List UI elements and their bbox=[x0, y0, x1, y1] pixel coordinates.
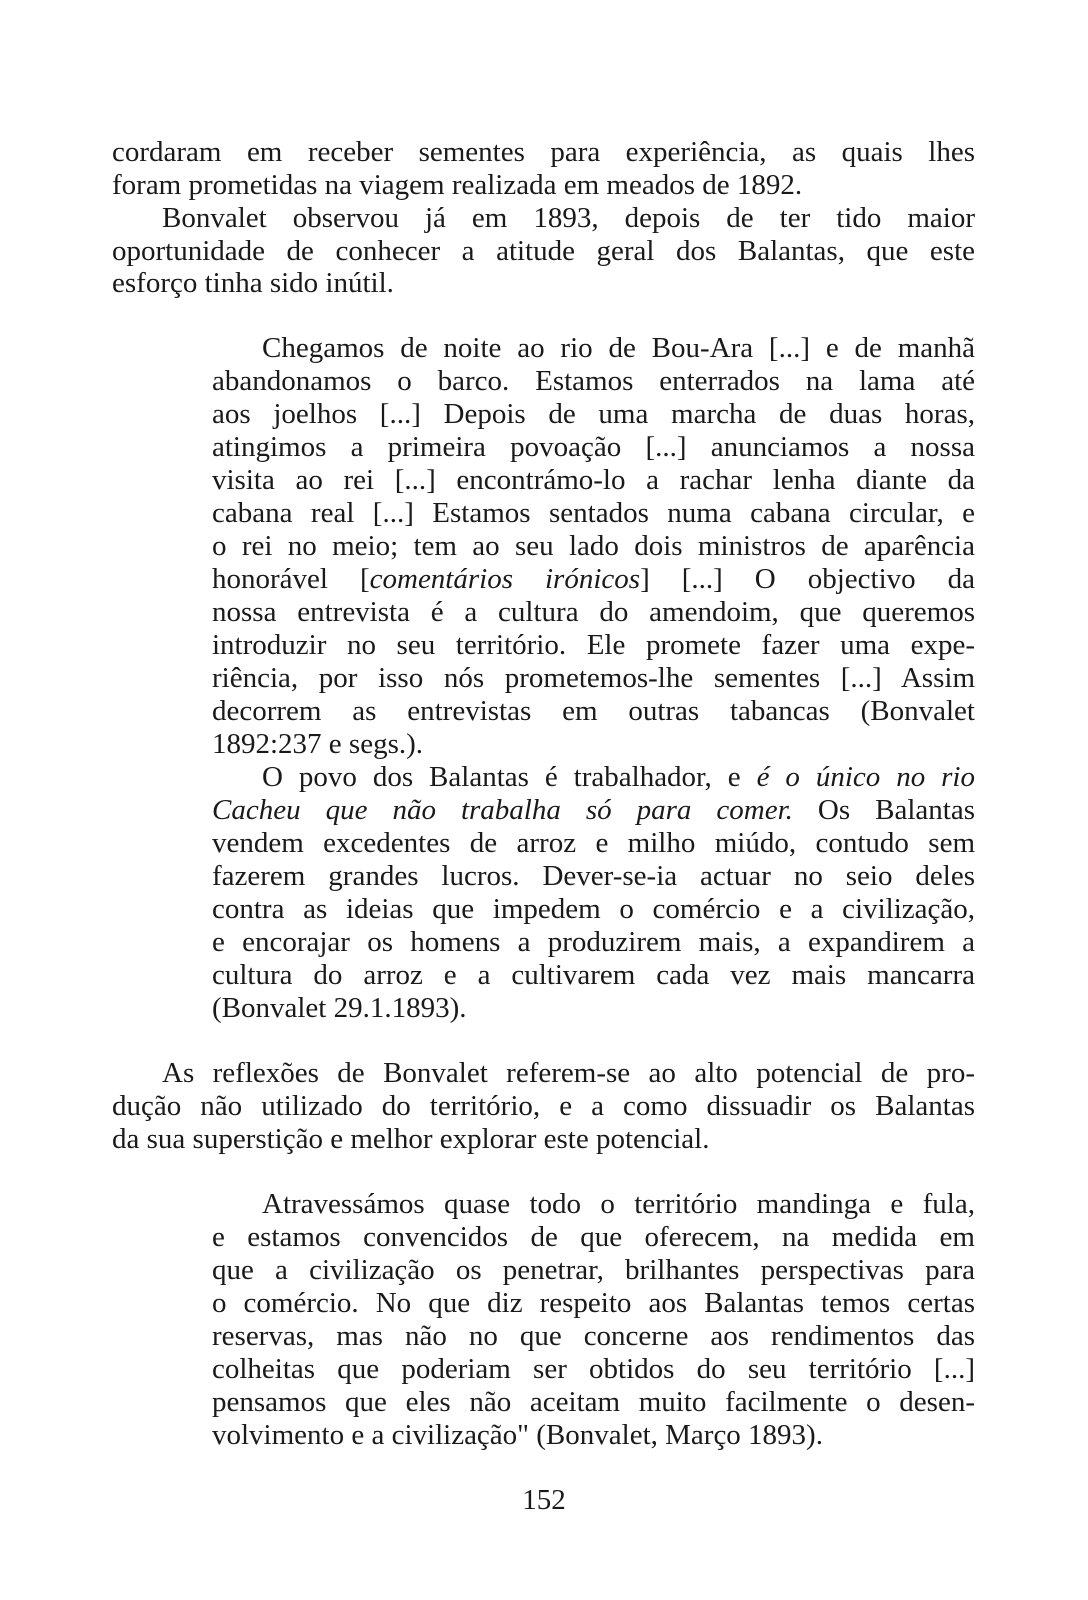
text-line bbox=[212, 826, 975, 860]
text-line bbox=[212, 595, 975, 629]
line-text: riência, por isso nós prometemos-lhe sementes [...] Assim bbox=[212, 662, 975, 694]
line-text: reservas, mas não no que concerne aos rendimentos das bbox=[212, 1320, 975, 1352]
text-line bbox=[212, 397, 975, 431]
line-text: introduzir no seu território. Ele promete fazer uma expe- bbox=[212, 629, 975, 661]
line-text: nossa entrevista é a cultura do amendoim, que queremos bbox=[212, 596, 975, 628]
text-line bbox=[212, 892, 975, 926]
text-line bbox=[212, 958, 975, 992]
text-line bbox=[112, 168, 975, 202]
line-text: Chegamos de noite ao rio de Bou-Ara [...] e de manhã bbox=[262, 332, 975, 364]
line-text: (Bonvalet 29.1.1893). bbox=[212, 992, 467, 1024]
line-text: honorável [ bbox=[212, 563, 370, 595]
line-text: cordaram em receber sementes para experiência, as quais lhes bbox=[112, 136, 975, 168]
line-text: o comércio. No que diz respeito aos Balantas temos certas bbox=[212, 1287, 975, 1319]
line-text: esforço tinha sido inútil. bbox=[112, 267, 394, 299]
text-line bbox=[112, 135, 975, 169]
line-text: Os Balantas bbox=[792, 794, 975, 826]
text-line bbox=[212, 991, 975, 1025]
line-text: cultura do arroz e a cultivarem cada vez mais mancarra bbox=[212, 959, 975, 991]
text-line bbox=[212, 661, 975, 695]
text-line bbox=[112, 1089, 975, 1123]
line-text: que a civilização os penetrar, brilhantes perspectivas para bbox=[212, 1254, 975, 1286]
line-text: visita ao rei [...] encontrámo-lo a rachar lenha diante da bbox=[212, 464, 975, 496]
text-line bbox=[212, 1319, 975, 1353]
text-line bbox=[212, 1220, 975, 1254]
text-line bbox=[162, 201, 975, 235]
text-line bbox=[212, 925, 975, 959]
line-text: volvimento e a civilização" (Bonvalet, Março 1893). bbox=[212, 1419, 823, 1451]
line-text: abandonamos o barco. Estamos enterrados na lama até bbox=[212, 365, 975, 397]
text-line bbox=[212, 463, 975, 497]
line-text: fazerem grandes lucros. Dever-se-ia actuar no seio deles bbox=[212, 860, 975, 892]
text-line bbox=[212, 1286, 975, 1320]
text-line bbox=[262, 331, 975, 365]
text-line bbox=[112, 234, 975, 268]
text-line bbox=[212, 1352, 975, 1386]
line-text: o rei no meio; tem ao seu lado dois ministros de aparência bbox=[212, 530, 975, 562]
text-line bbox=[162, 1056, 975, 1090]
line-text: pensamos que eles não aceitam muito facilmente o desen- bbox=[212, 1386, 975, 1418]
italic-text: é o único no rio bbox=[756, 761, 975, 793]
line-text: contra as ideias que impedem o comércio e a civilização, bbox=[212, 893, 975, 925]
text-line bbox=[212, 859, 975, 893]
text-line bbox=[212, 562, 975, 596]
line-text: ] [...] O objectivo da bbox=[640, 563, 976, 595]
line-text: e encorajar os homens a produzirem mais, a expandirem a bbox=[212, 926, 975, 958]
text-line bbox=[212, 364, 975, 398]
text-line bbox=[112, 1122, 975, 1156]
line-text: vendem excedentes de arroz e milho miúdo, contudo sem bbox=[212, 827, 975, 859]
line-text: aos joelhos [...] Depois de uma marcha de duas horas, bbox=[212, 398, 975, 430]
line-text: oportunidade de conhecer a atitude geral dos Balantas, que este bbox=[112, 235, 975, 267]
text-line bbox=[212, 628, 975, 662]
line-text: atingimos a primeira povoação [...] anunciamos a nossa bbox=[212, 431, 975, 463]
line-text: As reflexões de Bonvalet referem-se ao alto potencial de pro- bbox=[162, 1057, 975, 1089]
line-text: colheitas que poderiam ser obtidos do seu território [...] bbox=[212, 1353, 975, 1385]
text-line bbox=[212, 694, 975, 728]
italic-text: comentários irónicos bbox=[369, 563, 641, 595]
text-line bbox=[212, 529, 975, 563]
line-text: e estamos convencidos de que oferecem, na medida em bbox=[212, 1221, 975, 1253]
text-line bbox=[212, 793, 975, 827]
line-text: O povo dos Balantas é trabalhador, e bbox=[262, 761, 757, 793]
line-text: Atravessámos quase todo o território mandinga e fula, bbox=[262, 1188, 975, 1220]
line-text: Bonvalet observou já em 1893, depois de ter tido maior bbox=[162, 202, 975, 234]
text-line bbox=[212, 496, 975, 530]
text-line bbox=[112, 266, 975, 300]
text-line bbox=[212, 1385, 975, 1419]
line-text: da sua superstição e melhor explorar este potencial. bbox=[112, 1123, 710, 1155]
text-line bbox=[212, 727, 975, 761]
text-line bbox=[212, 1253, 975, 1287]
text-line bbox=[262, 1187, 975, 1221]
page-number: 152 bbox=[522, 1484, 566, 1516]
text-line bbox=[262, 760, 975, 794]
line-text: foram prometidas na viagem realizada em meados de 1892. bbox=[112, 169, 803, 201]
line-text: cabana real [...] Estamos sentados numa cabana circular, e bbox=[212, 497, 975, 529]
line-text: dução não utilizado do território, e a como dissuadir os Balantas bbox=[112, 1090, 975, 1122]
line-text: decorrem as entrevistas em outras tabancas (Bonvalet bbox=[212, 695, 975, 727]
text-line bbox=[212, 430, 975, 464]
text-line bbox=[212, 1418, 975, 1452]
italic-text: Cacheu que não trabalha só para comer. bbox=[212, 794, 793, 826]
line-text: 1892:237 e segs.). bbox=[212, 728, 424, 760]
